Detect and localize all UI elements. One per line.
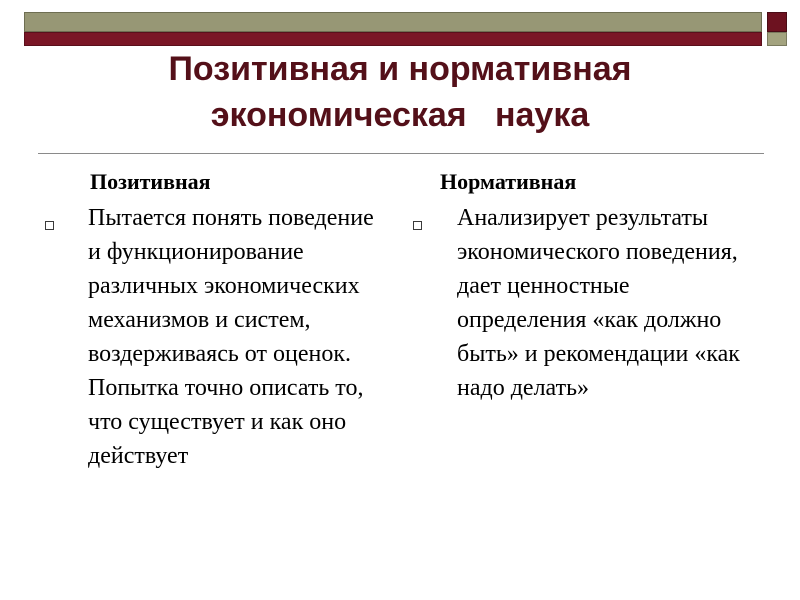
corner-square-light	[767, 32, 787, 46]
normative-heading: Нормативная	[440, 169, 577, 194]
title-divider	[38, 153, 764, 154]
corner-square-dark	[767, 12, 787, 32]
title-line-1: Позитивная и нормативная	[168, 50, 632, 88]
normative-description: Анализирует результаты экономического поведения, дает ценностные определения «как должно быть» и рекомендации «как надо делать»	[457, 205, 740, 401]
hollow-square-bullet-icon	[413, 221, 422, 230]
positive-heading: Позитивная	[90, 169, 211, 194]
top-band-olive	[24, 12, 762, 32]
hollow-square-bullet-icon	[45, 221, 54, 230]
top-band-maroon	[24, 32, 762, 46]
slide-title	[60, 46, 740, 138]
title-line-2: экономическая наука	[210, 96, 590, 134]
positive-description: Пытается понять поведение и функционирование различных экономических механизмов и систем, воздерживаясь от оценок. Попытка точно описать то, что существует и как оно действует	[88, 205, 374, 469]
